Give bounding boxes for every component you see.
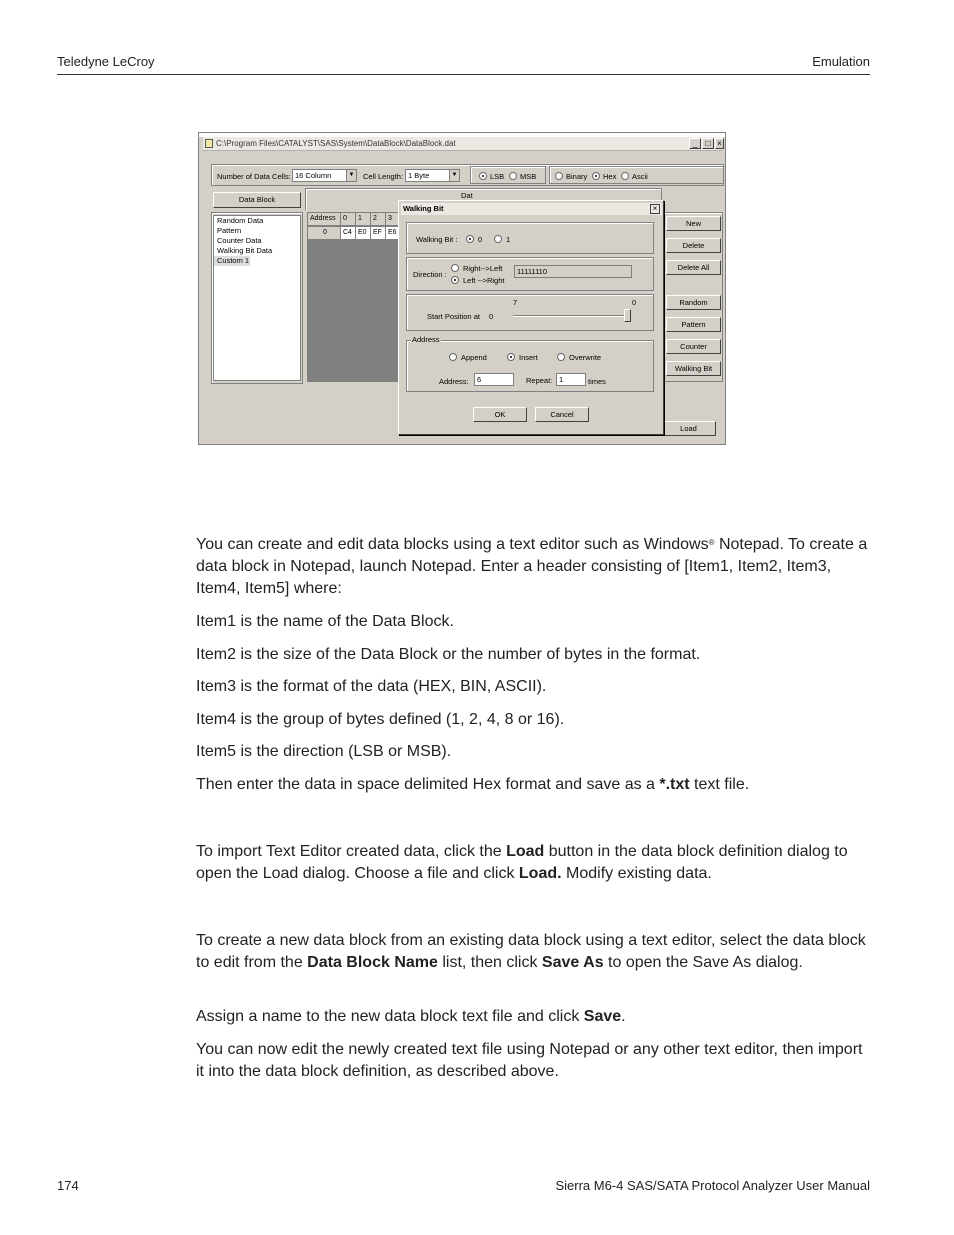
times-label: times <box>588 377 606 386</box>
address-input[interactable]: 6 <box>474 373 514 386</box>
header-rule <box>57 74 870 75</box>
window-titlebar <box>203 137 723 151</box>
walking-bit-0-radio[interactable] <box>466 235 474 243</box>
num-cells-select[interactable] <box>292 169 357 182</box>
left-to-right-radio[interactable] <box>451 276 459 284</box>
grid-header-col: 1 <box>356 213 371 226</box>
registered-mark: ® <box>708 538 715 547</box>
close-icon[interactable]: × <box>650 204 660 214</box>
manual-title: Sierra M6-4 SAS/SATA Protocol Analyzer User Manual <box>555 1178 870 1193</box>
save-as-term: Save As <box>541 954 604 971</box>
cell-length-select[interactable] <box>405 169 460 182</box>
item2-line: Item2 is the size of the Data Block or the number of bytes in the format. <box>196 646 701 663</box>
data-block-screenshot <box>198 132 726 445</box>
edit-paragraph: You can now edit the newly created text file using Notepad or any other text editor, then import it into the data block definition, as described above. <box>196 1041 863 1080</box>
intro-text-a: You can create and edit data blocks using a text editor such as Windows <box>196 536 709 553</box>
create-text-e: to open the Save As dialog. <box>603 954 803 971</box>
left-to-right-label: Left -->Right <box>463 276 505 285</box>
chevron-down-icon: ▼ <box>449 170 459 181</box>
intro-paragraph <box>196 534 870 600</box>
lsb-radio[interactable] <box>479 172 487 180</box>
cell-length-label: Cell Length: <box>363 172 404 181</box>
data-block-list[interactable] <box>213 215 301 381</box>
walking-bit-dialog <box>398 200 664 435</box>
assign-text-a: Assign a name to the new data block text file and click <box>196 1008 584 1025</box>
hex-label: Hex <box>603 172 617 181</box>
list-item[interactable]: Random Data <box>217 216 264 225</box>
num-cells-value: 16 Column <box>295 171 332 180</box>
running-header-section: Emulation <box>812 54 870 69</box>
grid-header-col: 0 <box>341 213 356 226</box>
repeat-label: Repeat: <box>526 376 553 385</box>
overwrite-label: Overwrite <box>569 353 602 362</box>
grid-header-col: 2 <box>371 213 386 226</box>
walking-bit-button[interactable]: Walking Bit <box>666 361 721 376</box>
maximize-button[interactable]: □ <box>702 138 714 149</box>
binary-radio[interactable] <box>555 172 563 180</box>
walking-bit-0-label: 0 <box>478 235 483 244</box>
load-term: Load <box>506 843 545 860</box>
txt-extension: *.txt <box>659 776 690 793</box>
lsb-label: LSB <box>490 172 505 181</box>
pattern-button[interactable]: Pattern <box>666 317 721 332</box>
num-cells-label: Number of Data Cells: <box>217 172 291 181</box>
item3-line: Item3 is the format of the data (HEX, BIN, ASCII). <box>196 678 547 695</box>
window-title: C:\Program Files\CATALYST\SAS\System\DataBlock\DataBlock.dat <box>216 139 456 148</box>
save-instruction <box>196 774 870 796</box>
append-label: Append <box>461 353 487 362</box>
address-group-label: Address <box>412 335 440 344</box>
assign-paragraph <box>196 1006 870 1028</box>
save-term: Save <box>583 1008 622 1025</box>
list-item-selected[interactable]: Custom 1 <box>214 256 250 266</box>
start-position-label: Start Position at <box>427 312 480 321</box>
dialog-titlebar <box>401 203 662 215</box>
right-to-left-label: Right-->Left <box>463 264 503 273</box>
data-grid[interactable] <box>307 212 399 382</box>
counter-button[interactable]: Counter <box>666 339 721 354</box>
ascii-label: Ascii <box>632 172 648 181</box>
random-button[interactable]: Random <box>666 295 721 310</box>
start-position-slider-thumb[interactable] <box>624 309 631 322</box>
repeat-input[interactable]: 1 <box>556 373 586 386</box>
create-text-c: list, then click <box>437 954 542 971</box>
slider-max-label: 7 <box>513 298 518 307</box>
grid-row-address: 0 <box>308 227 341 240</box>
msb-radio[interactable] <box>509 172 517 180</box>
chevron-down-icon: ▼ <box>346 170 356 181</box>
item4-line: Item4 is the group of bytes defined (1, 2, 4, 8 or 16). <box>196 711 565 728</box>
import-text-a: To import Text Editor created data, click the <box>196 843 507 860</box>
start-position-slider-track[interactable] <box>513 315 631 317</box>
dialog-title: Walking Bit <box>403 204 444 213</box>
list-item[interactable]: Counter Data <box>217 236 262 245</box>
ok-button[interactable]: OK <box>473 407 527 422</box>
minimize-button[interactable]: _ <box>689 138 701 149</box>
start-position-value: 0 <box>489 312 494 321</box>
insert-radio[interactable] <box>507 353 515 361</box>
walking-bit-1-radio[interactable] <box>494 235 502 243</box>
msb-label: MSB <box>520 172 537 181</box>
cell-length-value: 1 Byte <box>408 171 430 180</box>
grid-header-address: Address <box>308 213 341 226</box>
right-to-left-radio[interactable] <box>451 264 459 272</box>
walking-bit-1-label: 1 <box>506 235 511 244</box>
binary-label: Binary <box>566 172 588 181</box>
insert-label: Insert <box>519 353 538 362</box>
create-paragraph <box>196 930 870 974</box>
item5-line: Item5 is the direction (LSB or MSB). <box>196 743 452 760</box>
slider-min-label: 0 <box>632 298 637 307</box>
grid-header-col: 3 <box>386 213 400 226</box>
window-app-icon <box>205 139 213 148</box>
pattern-field: 11111110 <box>514 265 632 278</box>
assign-text-c: . <box>621 1008 626 1025</box>
create-text-a: To create a new data block from an existing data block using a text editor, select the data block to edit from the <box>196 932 866 971</box>
grid-cell[interactable]: E6 <box>386 227 400 240</box>
item1-line: Item1 is the name of the Data Block. <box>196 613 454 630</box>
cancel-button[interactable]: Cancel <box>535 407 589 422</box>
save-text-c: text file. <box>689 776 750 793</box>
append-radio[interactable] <box>449 353 457 361</box>
data-group-label: Dat <box>461 191 473 200</box>
data-block-button[interactable]: Data Block <box>213 192 301 208</box>
import-text-e: Modify existing data. <box>561 865 712 882</box>
grid-cell[interactable]: EF <box>371 227 386 240</box>
intro-text-b: Notepad. To create a data block in Notepad, launch Notepad. Enter a header consisting of [Item1, Item2, Item3, Item4, Item5] where: <box>196 536 868 597</box>
running-header-company: Teledyne LeCroy <box>57 54 155 69</box>
overwrite-radio[interactable] <box>557 353 565 361</box>
direction-label: Direction : <box>413 270 447 279</box>
save-text-a: Then enter the data in space delimited Hex format and save as a <box>196 776 660 793</box>
address-label: Address: <box>439 377 469 386</box>
close-button[interactable]: × <box>715 138 724 149</box>
page-number: 174 <box>57 1178 79 1193</box>
import-paragraph <box>196 841 870 885</box>
data-block-name-term: Data Block Name <box>307 954 438 971</box>
list-item[interactable]: Pattern <box>217 226 242 235</box>
load-button[interactable]: Load <box>661 421 716 436</box>
hex-radio[interactable] <box>592 172 600 180</box>
walking-bit-label: Walking Bit : <box>416 235 458 244</box>
grid-cell[interactable]: E0 <box>356 227 371 240</box>
ascii-radio[interactable] <box>621 172 629 180</box>
new-button[interactable]: New <box>666 216 721 231</box>
delete-button[interactable]: Delete <box>666 238 721 253</box>
import-text-c: button in the data block definition dialog to open the Load dialog. Choose a file and click <box>196 843 848 882</box>
delete-all-button[interactable]: Delete All <box>666 260 721 275</box>
load-term-2: Load. <box>518 865 562 882</box>
list-item[interactable]: Walking Bit Data <box>217 246 273 255</box>
grid-cell[interactable]: C4 <box>341 227 356 240</box>
